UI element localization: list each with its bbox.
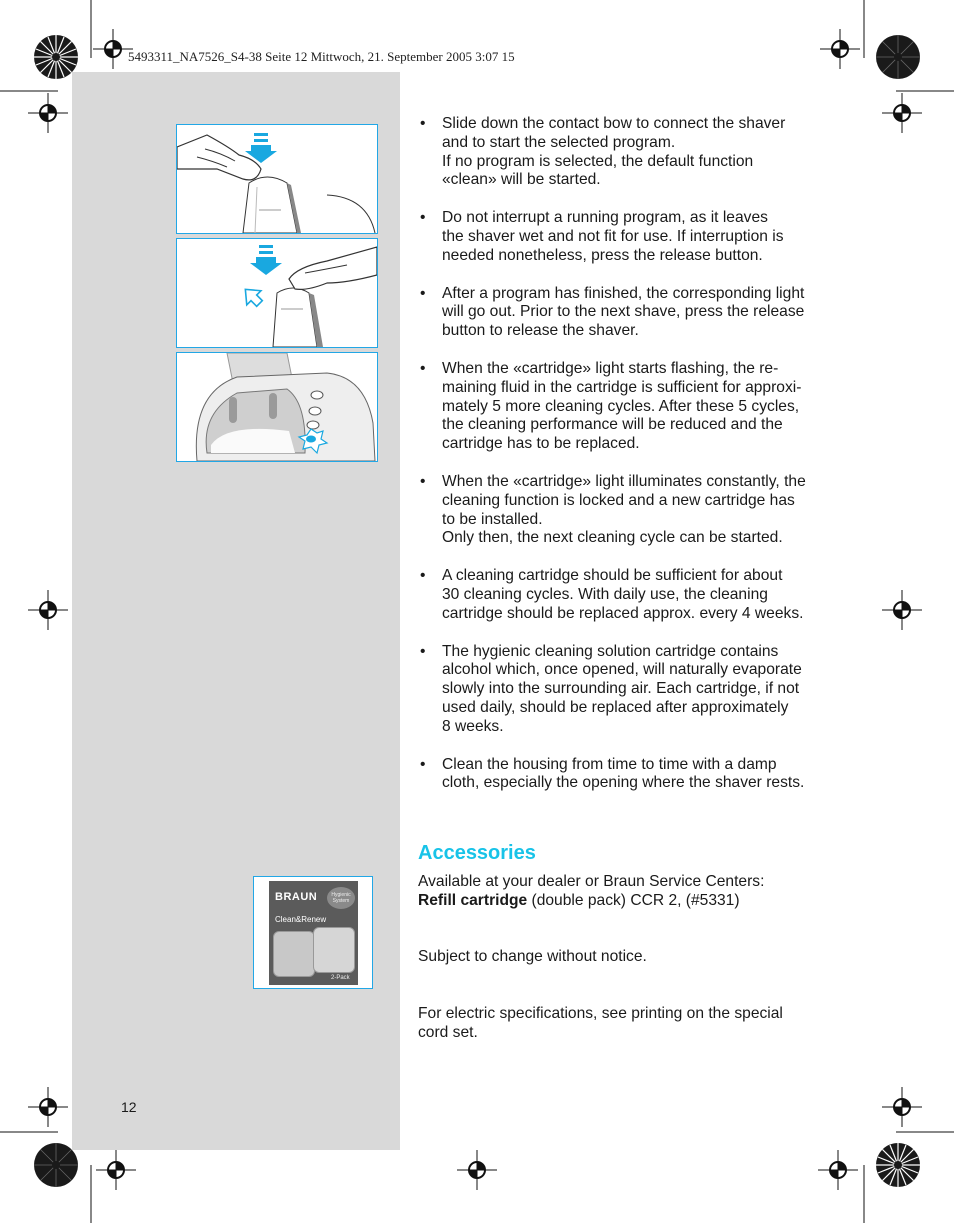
list-item: • Do not interrupt a running program, as it leaves the shaver wet and not fit for use. If interruption is needed nonetheless, press the release button.: [418, 209, 838, 265]
list-item: • The hygienic cleaning solution cartridge contains alcohol which, once opened, will naturally evaporate slowly into the surrounding air. Each cartridge, if not used daily, should be replaced after approximately 8 weeks.: [418, 643, 838, 737]
cartridge-image: [313, 927, 355, 973]
accessories-item: [418, 892, 838, 911]
accessories-item-detail: (double pack) CCR 2, (#5331): [527, 892, 740, 909]
figure-insert-shaver: [176, 124, 378, 234]
hygienic-badge: Hygienic System: [327, 887, 355, 909]
pack-label: 2-Pack: [331, 975, 350, 981]
list-item: • When the «cartridge» light starts flashing, the re- maining fluid in the cartridge is sufficient for approxi- mately 5 more cleaning cycles. After these 5 cycles, the cleaning performance will be reduced and the cartridge has to be replaced.: [418, 360, 838, 454]
list-item: • When the «cartridge» light illuminates constantly, the cleaning function is locked and a new cartridge has to be installed. Only then, the next cleaning cycle can be started.: [418, 473, 838, 548]
accessories-item-name: Refill cartridge: [418, 892, 528, 909]
figure-refill-cartridge-box: [253, 876, 373, 989]
registration-mark-icon: [28, 93, 68, 133]
registration-mark-icon: [818, 1150, 858, 1190]
registration-mark-icon: [93, 29, 133, 69]
product-name: Clean&Renew: [275, 915, 327, 924]
change-notice: Subject to change without notice.: [418, 948, 647, 965]
registration-mark-icon: [28, 590, 68, 630]
product-box: [269, 881, 358, 985]
registration-mark-icon: [96, 1150, 136, 1190]
electric-specs-note: For electric specifications, see printing on the special cord set.: [418, 1005, 783, 1041]
list-item: • Clean the housing from time to time with a damp cloth, especially the opening where the shaver rests.: [418, 756, 838, 794]
registration-mark-icon: [882, 93, 922, 133]
star-target-icon: [33, 1142, 79, 1188]
list-item: • After a program has finished, the corresponding light will go out. Prior to the next shave, press the release button to release the shaver.: [418, 285, 838, 341]
brand-logo: BRAUN: [275, 891, 318, 903]
page-number: 12: [121, 1099, 137, 1115]
press-down-arrow-icon: [250, 245, 282, 275]
figure-cartridge-light: [176, 352, 378, 462]
registration-mark-icon: [820, 29, 860, 69]
print-slug: 5493311_NA7526_S4-38 Seite 12 Mittwoch, 21. September 2005 3:07 15: [128, 49, 515, 64]
registration-mark-icon: [882, 590, 922, 630]
list-item: • A cleaning cartridge should be sufficient for about 30 cleaning cycles. With daily use, the cleaning cartridge should be replaced approx. every 4 weeks.: [418, 567, 838, 623]
list-item: • Slide down the contact bow to connect the shaver and to start the selected program. If no program is selected, the default function «clean» will be started.: [418, 115, 838, 190]
star-target-icon: [875, 1142, 921, 1188]
accessories-intro: Available at your dealer or Braun Service Centers:: [418, 873, 765, 890]
cartridge-image: [273, 931, 315, 977]
registration-mark-icon: [882, 1087, 922, 1127]
registration-mark-icon: [457, 1150, 497, 1190]
accessories-heading: Accessories: [418, 842, 536, 864]
instruction-list: [418, 115, 838, 812]
release-up-arrow-icon: [238, 282, 266, 310]
registration-mark-icon: [28, 1087, 68, 1127]
figure-release-shaver: [176, 238, 378, 348]
star-target-icon: [875, 34, 921, 80]
star-target-icon: [33, 34, 79, 80]
